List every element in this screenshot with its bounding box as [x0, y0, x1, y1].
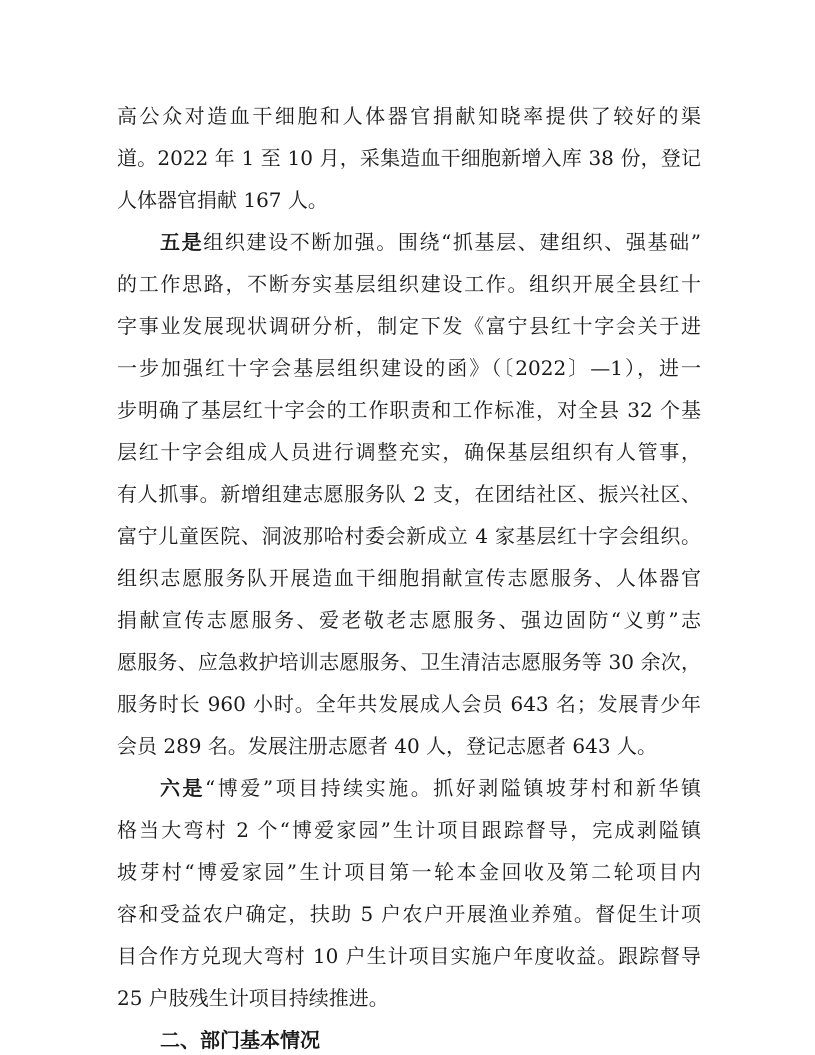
text-line: 捐献宣传志愿服务、爱老敬老志愿服务、强边固防“义剪”志: [117, 608, 701, 632]
text-line: 目合作方兑现大弯村 10 户生计项目实施户年度收益。跟踪督导: [117, 944, 701, 968]
text-line: 高公众对造血干细胞和人体器官捐献知晓率提供了较好的渠: [117, 104, 701, 128]
text-line: 服务时长 960 小时。全年共发展成人会员 643 名；发展青少年: [117, 692, 701, 716]
paragraph-lead: 六是: [160, 776, 206, 800]
text-line: 的工作思路，不断夯实基层组织建设工作。组织开展全县红十: [117, 272, 701, 296]
text-line: 容和受益农户确定，扶助 5 户农户开展渔业养殖。督促生计项: [117, 902, 701, 926]
paragraph-first-line: [160, 775, 701, 801]
text-line: 字事业发展现状调研分析，制定下发《富宁县红十字会关于进: [117, 314, 701, 338]
text-line: 人体器官捐献 167 人。: [117, 188, 328, 212]
text-line: 有人抓事。新增组建志愿服务队 2 支，在团结社区、振兴社区、: [117, 482, 701, 506]
paragraph-first-text: “博爱”项目持续实施。抓好剥隘镇坡芽村和新华镇: [205, 776, 701, 800]
text-line: 组织志愿服务队开展造血干细胞捐献宣传志愿服务、人体器官: [117, 566, 701, 590]
text-line: 会员 289 名。发展注册志愿者 40 人，登记志愿者 643 人。: [117, 734, 657, 758]
paragraph-first-text: 组织建设不断加强。围绕“抓基层、建组织、强基础”: [203, 230, 702, 254]
text-line: 坡芽村“博爱家园”生计项目第一轮本金回收及第二轮项目内: [117, 860, 701, 884]
text-line: 道。2022 年 1 至 10 月，采集造血干细胞新增入库 38 份，登记: [117, 146, 701, 170]
text-line: 层红十字会组成人员进行调整充实，确保基层组织有人管事，: [117, 440, 701, 464]
text-line: 25 户肢残生计项目持续推进。: [117, 986, 389, 1010]
paragraph-first-line: [160, 229, 701, 255]
text-line: 一步加强红十字会基层组织建设的函》（〔2022〕—1），进一: [117, 356, 701, 380]
section-heading: 二、部门基本情况: [160, 1028, 320, 1052]
paragraph-lead: 五是: [160, 230, 204, 254]
text-line: 步明确了基层红十字会的工作职责和工作标准，对全县 32 个基: [117, 398, 701, 422]
text-line: 富宁儿童医院、洞波那哈村委会新成立 4 家基层红十字会组织。: [117, 524, 701, 548]
text-line: 愿服务、应急救护培训志愿服务、卫生清洁志愿服务等 30 余次，: [117, 650, 701, 674]
text-line: 格当大弯村 2 个“博爱家园”生计项目跟踪督导，完成剥隘镇: [117, 818, 701, 842]
